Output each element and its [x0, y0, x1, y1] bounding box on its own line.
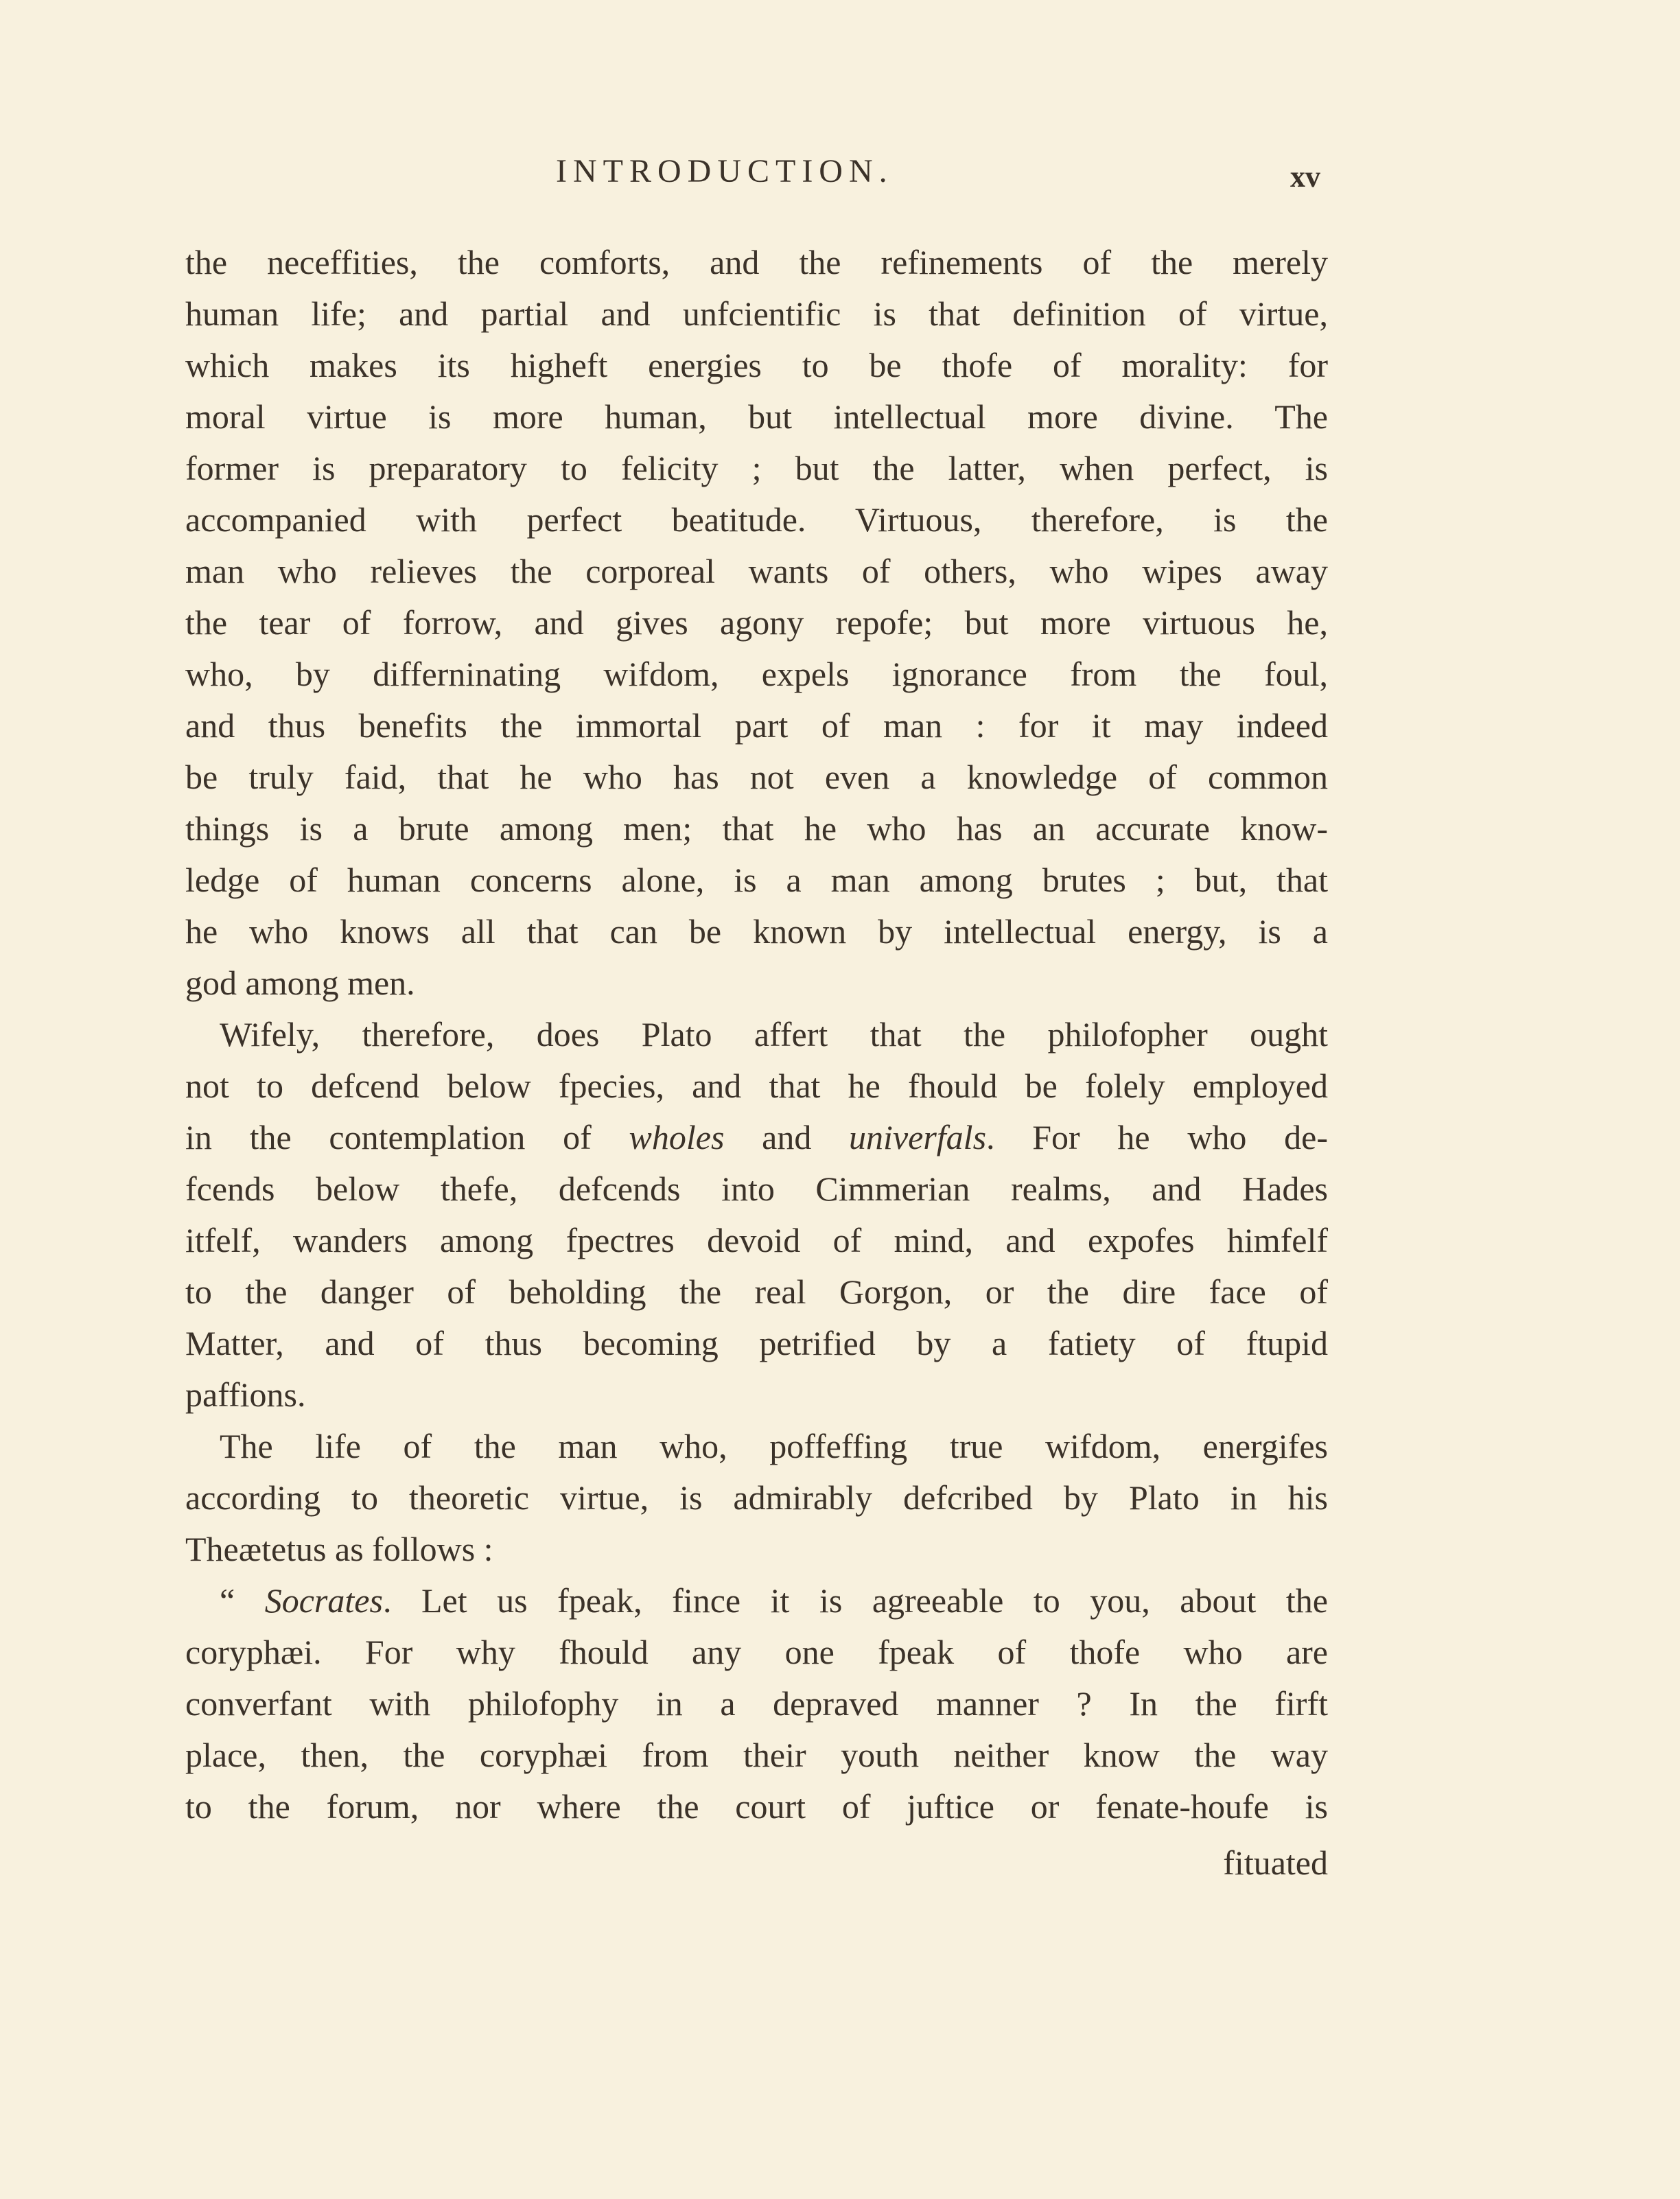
text-segment: The life of the man who, poffeffing true wifdom, energifes	[220, 1427, 1328, 1465]
text-line	[185, 1060, 1328, 1112]
text-segment: . Let us fpeak, fince it is agreeable to you, about the	[382, 1581, 1328, 1620]
text-segment: the neceffities, the comforts, and the refinements of the merely	[185, 243, 1328, 281]
text-segment: Wifely, therefore, does Plato affert that the philofopher ought	[220, 1015, 1328, 1054]
text-segment: accompanied with perfect beatitude. Virtuous, therefore, is the	[185, 500, 1328, 539]
text-segment: to the danger of beholding the real Gorgon, or the dire face of	[185, 1272, 1328, 1311]
text-segment: . For he who de-	[986, 1118, 1328, 1156]
text-line	[185, 752, 1328, 803]
text-line	[185, 1575, 1328, 1627]
text-line	[185, 443, 1328, 494]
text-line	[185, 546, 1328, 597]
text-line	[185, 1730, 1328, 1781]
text-line	[185, 1472, 1328, 1524]
text-segment: former is preparatory to felicity ; but the latter, when perfect, is	[185, 449, 1328, 487]
text-line	[185, 1524, 1328, 1575]
text-segment: moral virtue is more human, but intellectual more divine. The	[185, 397, 1328, 436]
text-segment: and	[724, 1118, 850, 1156]
text-line	[185, 1421, 1328, 1472]
text-line	[185, 1627, 1328, 1678]
text-segment: paffions.	[185, 1375, 306, 1414]
text-segment: converfant with philofophy in a depraved manner ? In the firft	[185, 1684, 1328, 1723]
text-line	[185, 1678, 1328, 1730]
italic-text: wholes	[629, 1118, 725, 1156]
text-line	[185, 803, 1328, 854]
text-segment: according to theoretic virtue, is admirably defcribed by Plato in his	[185, 1478, 1328, 1517]
text-line	[185, 494, 1328, 546]
text-line	[185, 1163, 1328, 1215]
running-header	[0, 152, 1680, 200]
text-line	[185, 1369, 1328, 1421]
text-line	[185, 1266, 1328, 1318]
text-segment: ledge of human concerns alone, is a man among brutes ; but, that	[185, 861, 1328, 899]
text-line	[185, 700, 1328, 752]
text-segment: who, by differninating wifdom, expels ignorance from the foul,	[185, 655, 1328, 693]
text-segment: human life; and partial and unfcientific is that definition of virtue,	[185, 294, 1328, 333]
text-segment: god among men.	[185, 964, 415, 1002]
text-segment: he who knows all that can be known by intellectual energy, is a	[185, 912, 1328, 951]
text-line	[185, 340, 1328, 391]
text-segment: be truly faid, that he who has not even a knowledge of common	[185, 758, 1328, 796]
italic-text: Socrates	[264, 1581, 383, 1620]
text-segment: to the forum, nor where the court of juftice or fenate-houfe is	[185, 1787, 1328, 1826]
text-line	[185, 1215, 1328, 1266]
text-segment: “	[220, 1581, 265, 1620]
text-segment: not to defcend below fpecies, and that he fhould be folely employed	[185, 1067, 1328, 1105]
text-line	[185, 1781, 1328, 1832]
text-line	[185, 649, 1328, 700]
text-segment: Theætetus as follows :	[185, 1530, 493, 1568]
text-line	[185, 957, 1328, 1009]
text-segment: itfelf, wanders among fpectres devoid of mind, and expofes himfelf	[185, 1221, 1328, 1259]
text-segment: coryphæi. For why fhould any one fpeak of thofe who are	[185, 1633, 1328, 1671]
text-line	[185, 1318, 1328, 1369]
text-segment: and thus benefits the immortal part of man : for it may indeed	[185, 706, 1328, 745]
text-segment: which makes its higheft energies to be thofe of morality: for	[185, 346, 1328, 384]
text-line	[185, 237, 1328, 288]
text-segment: Matter, and of thus becoming petrified by a fatiety of ftupid	[185, 1324, 1328, 1362]
text-line	[185, 391, 1328, 443]
text-line	[185, 597, 1328, 649]
text-segment: in the contemplation of	[185, 1118, 629, 1156]
text-segment: the tear of forrow, and gives agony repofe; but more virtuous he,	[185, 603, 1328, 642]
text-line	[185, 854, 1328, 906]
running-head-title: INTRODUCTION.	[556, 153, 894, 189]
text-line	[185, 906, 1328, 957]
text-segment: things is a brute among men; that he who has an accurate know-	[185, 809, 1328, 848]
text-segment: place, then, the coryphæi from their youth neither know the way	[185, 1736, 1328, 1774]
text-segment: man who relieves the corporeal wants of others, who wipes away	[185, 552, 1328, 590]
text-line	[185, 1112, 1328, 1163]
text-line	[185, 1009, 1328, 1060]
body-text	[185, 237, 1328, 1832]
italic-text: univerfals	[849, 1118, 987, 1156]
text-line	[185, 288, 1328, 340]
text-segment: fcends below thefe, defcends into Cimmerian realms, and Hades	[185, 1170, 1328, 1208]
catchword: fituated	[1223, 1843, 1328, 1882]
page-number: xv	[1290, 160, 1320, 194]
